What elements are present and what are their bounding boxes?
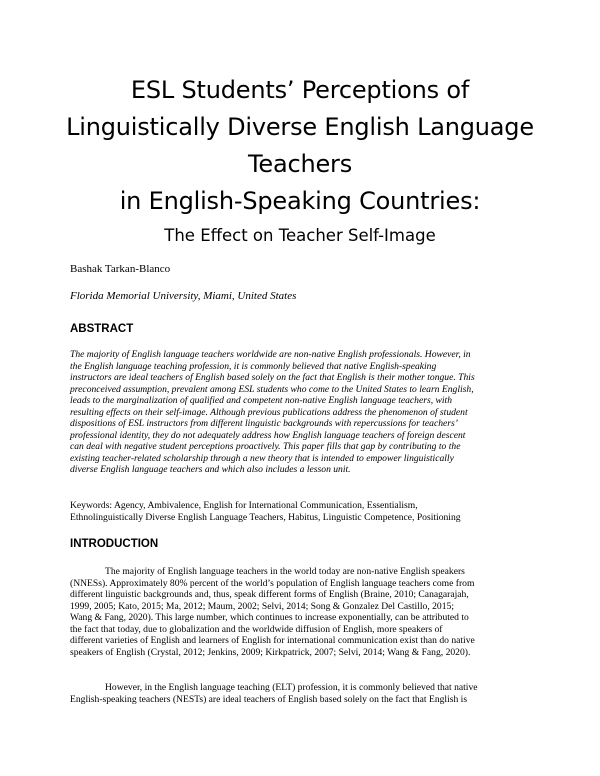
- introduction-paragraph-2: [70, 682, 532, 705]
- paragraph-line: (NNESs). Approximately 80% percent of the world’s population of English language teachers come from: [70, 577, 475, 589]
- abstract-line: existing teacher-related scholarship through a new theory that is intended to empower linguistically: [70, 452, 454, 464]
- paragraph-line: different linguistic backgrounds and, thus, speak different forms of English (Braine, 2010; Canagarajah,: [70, 589, 469, 600]
- paragraph-line: The majority of English language teachers in the world today are non-native English speakers: [105, 566, 465, 577]
- abstract-line: the English language teaching profession, it is commonly believed that native English-speaking: [70, 360, 437, 372]
- paragraph-line: English-speaking teachers (NESTs) are ideal teachers of English based solely on the fact that English is: [70, 693, 468, 705]
- abstract-line: instructors are ideal teachers of English based solely on the fact that English is their mother tongue. This: [70, 372, 475, 383]
- introduction-paragraph-1: [70, 566, 532, 658]
- abstract-text: [70, 349, 532, 476]
- keywords: [70, 500, 532, 523]
- title-line: ESL Students’ Perceptions of: [130, 76, 470, 104]
- abstract-line: can deal with negative student perceptions proactively. This paper fills that gap by contributing to the: [70, 441, 461, 452]
- abstract-line: resulting effects on their self-image. Although previous publications address the phenomenon of student: [70, 406, 468, 418]
- paragraph-line: different varieties of English and learners of English for international communication exist than do native: [70, 635, 475, 646]
- abstract-line: The majority of English language teachers worldwide are non-native English professionals. However, in: [70, 349, 471, 360]
- author-affiliation: Florida Memorial University, Miami, United States: [70, 290, 297, 302]
- abstract-heading: ABSTRACT: [70, 323, 134, 335]
- introduction-heading: INTRODUCTION: [70, 538, 159, 550]
- author-name: Bashak Tarkan-Blanco: [70, 263, 171, 275]
- keywords-line: Ethnolinguistically Diverse English Language Teachers, Habitus, Linguistic Competence, Positioning: [70, 511, 461, 523]
- abstract-line: diverse English language teachers and which also includes a lesson unit.: [70, 464, 351, 475]
- abstract-line: preconceived assumption, prevalent among ESL students who come to the United States to learn English,: [70, 383, 474, 395]
- paragraph-line: 1999, 2005; Kato, 2015; Ma, 2012; Maum, 2002; Selvi, 2014; Song & Gonzalez Del Castillo, 2015;: [70, 600, 454, 612]
- title-line: Teachers: [248, 150, 352, 178]
- abstract-line: professional identity, they do not adequately address how English language teachers of foreign descent: [70, 429, 466, 441]
- abstract-line: dispositions of ESL instructors from different linguistic backgrounds with repercussions for teachers’: [70, 418, 458, 429]
- paper-subtitle: The Effect on Teacher Self-Image: [164, 226, 436, 245]
- abstract-line: leads to the marginalization of qualified and competent non-native English language teachers, with: [70, 395, 453, 406]
- paragraph-line: the fact that today, due to globalization and the worldwide diffusion of English, more speakers of: [70, 623, 443, 635]
- paper-title: [40, 72, 560, 251]
- title-line: Linguistically Diverse English Language: [66, 113, 534, 141]
- keywords-line: Keywords: Agency, Ambivalence, English for International Communication, Essentialism,: [70, 500, 418, 511]
- paragraph-line: Wang & Fang, 2020). This large number, which continues to increase exponentially, can be attributed to: [70, 612, 469, 623]
- paragraph-line: speakers of English (Crystal, 2012; Jenkins, 2009; Kirkpatrick, 2007; Selvi, 2014; Wang & Fang, 2020).: [70, 646, 471, 658]
- title-line: in English-Speaking Countries:: [119, 187, 481, 215]
- paragraph-line: However, in the English language teaching (ELT) profession, it is commonly believed that native: [105, 682, 478, 693]
